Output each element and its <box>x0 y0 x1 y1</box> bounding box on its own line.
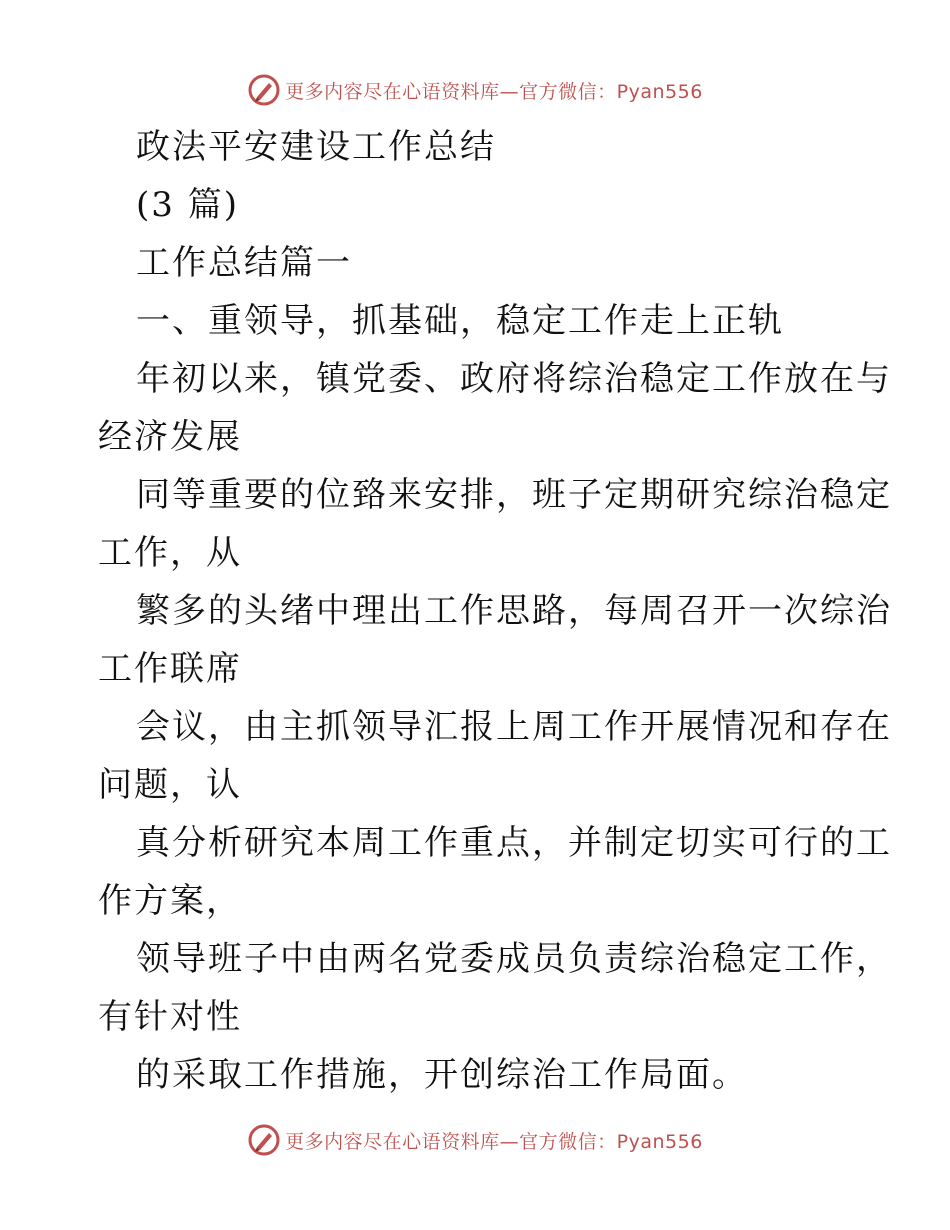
paragraph-line: 工作，从 <box>98 533 242 573</box>
section-heading: 工作总结篇一 <box>136 243 352 283</box>
paragraph-line: 工作联席 <box>98 649 242 689</box>
paragraph-line: 真分析研究本周工作重点，并制定切实可行的工 <box>136 823 892 863</box>
paragraph-line: 年初以来，镇党委、政府将综治稳定工作放在与 <box>136 359 892 399</box>
paragraph-line: 有针对性 <box>98 997 242 1037</box>
paragraph-line: 作方案， <box>98 881 242 921</box>
paragraph-line: 繁多的头绪中理出工作思路，每周召开一次综治 <box>136 591 892 631</box>
watermark-text: 更多内容尽在心语资料库—官方微信：Pyan556 <box>285 80 703 103</box>
header-watermark <box>0 72 950 108</box>
pen-logo-icon <box>247 73 281 107</box>
paragraph-line: 经济发展 <box>98 417 242 457</box>
paragraph-line: 同等重要的位臵来安排，班子定期研究综治稳定 <box>136 475 892 515</box>
footer-watermark <box>0 1122 950 1158</box>
paragraph-line: 会议，由主抓领导汇报上周工作开展情况和存在 <box>136 707 892 747</box>
paragraph-line: 问题，认 <box>98 765 242 805</box>
watermark-text: 更多内容尽在心语资料库—官方微信：Pyan556 <box>285 1130 703 1153</box>
pen-logo-icon <box>247 1123 281 1157</box>
paragraph-line: 的采取工作措施，开创综治工作局面。 <box>136 1055 748 1095</box>
subsection-heading: 一、重领导，抓基础，稳定工作走上正轨 <box>136 301 784 341</box>
document-subtitle: (3 篇) <box>136 185 239 225</box>
document-title: 政法平安建设工作总结 <box>136 127 496 167</box>
paragraph-line: 领导班子中由两名党委成员负责综治稳定工作， <box>136 939 892 979</box>
document-body <box>98 118 892 1104</box>
